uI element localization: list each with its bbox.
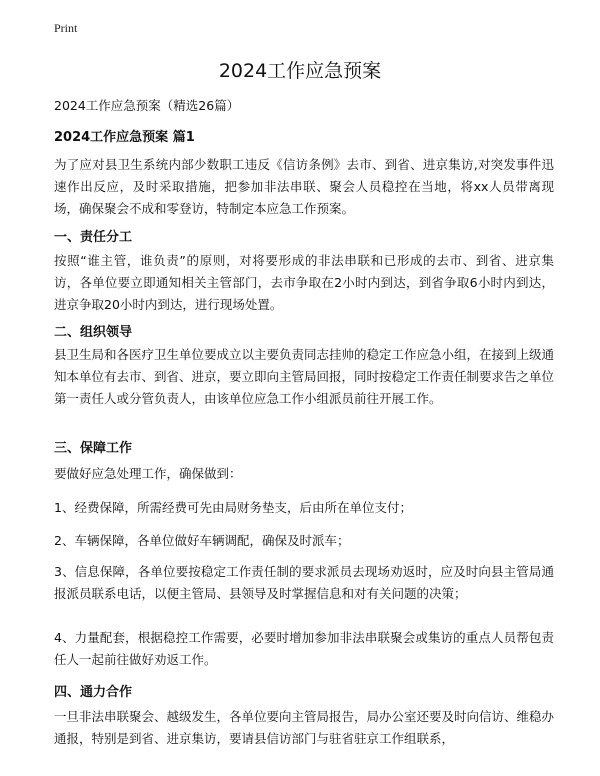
section-heading-support: 三、保障工作 (54, 441, 133, 456)
document-title: 2024工作应急预案 (218, 60, 382, 82)
document-subtitle: 2024工作应急预案（精选26篇） (54, 98, 240, 113)
paragraph: 一旦非法串联聚会、越级发生，各单位要向主管局报告，局办公室还要及时向信访、维稳办通报，特别是到省、进京集访，要请县信访部门与驻省驻京工作组联系， (54, 709, 555, 746)
print-label[interactable]: Print (54, 21, 78, 35)
list-item: 2、车辆保障，各单位做好车辆调配，确保及时派车； (54, 533, 350, 548)
paragraph: 要做好应急处理工作，确保做到： (54, 466, 242, 481)
section-heading-leadership: 二、组织领导 (54, 325, 133, 340)
list-item: 3、信息保障，各单位要按稳定工作责任制的要求派员去现场劝返时，应及时向县主管局通报派员联系电话，以便主管局、县领导及时掌握信息和对有关问题的决策； (54, 564, 554, 601)
section-heading-responsibility: 一、责任分工 (54, 230, 133, 245)
section-heading-cooperation: 四、通力合作 (54, 685, 133, 700)
paragraph: 按照“谁主管，谁负责”的原则，对将要形成的非法串联和已形成的去市、到省、进京集访，各单位要立即通知相关主管部门，去市争取在2小时内到达，到省争取6小时内到达，进京争取20小时内到达，进行现场处置。 (54, 253, 554, 312)
list-item: 4、力量配套，根据稳控工作需要，必要时增加参加非法串联聚会或集访的重点人员帮包责任人一起前往做好劝返工作。 (54, 630, 554, 667)
list-item: 1、经费保障，所需经费可先由局财务垫支，后由所在单位支付； (54, 500, 412, 515)
intro-paragraph: 为了应对县卫生系统内部少数职工违反《信访条例》去市、到省、进京集访,对突发事件迅速作出反应，及时采取措施，把参加非法串联、聚会人员稳控在当地，将xx人员带离现场，确保聚会不成和零登访，特制定本应急工作预案。 (54, 157, 554, 216)
paragraph: 县卫生局和各医疗卫生单位要成立以主要负责同志挂帅的稳定工作应急小组，在接到上级通知本单位有去市、到省、进京，要立即向主管局回报，同时按稳定工作责任制要求告之单位第一责任人或分管负责人，由该单位应急工作小组派员前往开展工作。 (54, 347, 555, 406)
article-heading: 2024工作应急预案 篇1 (54, 130, 195, 145)
